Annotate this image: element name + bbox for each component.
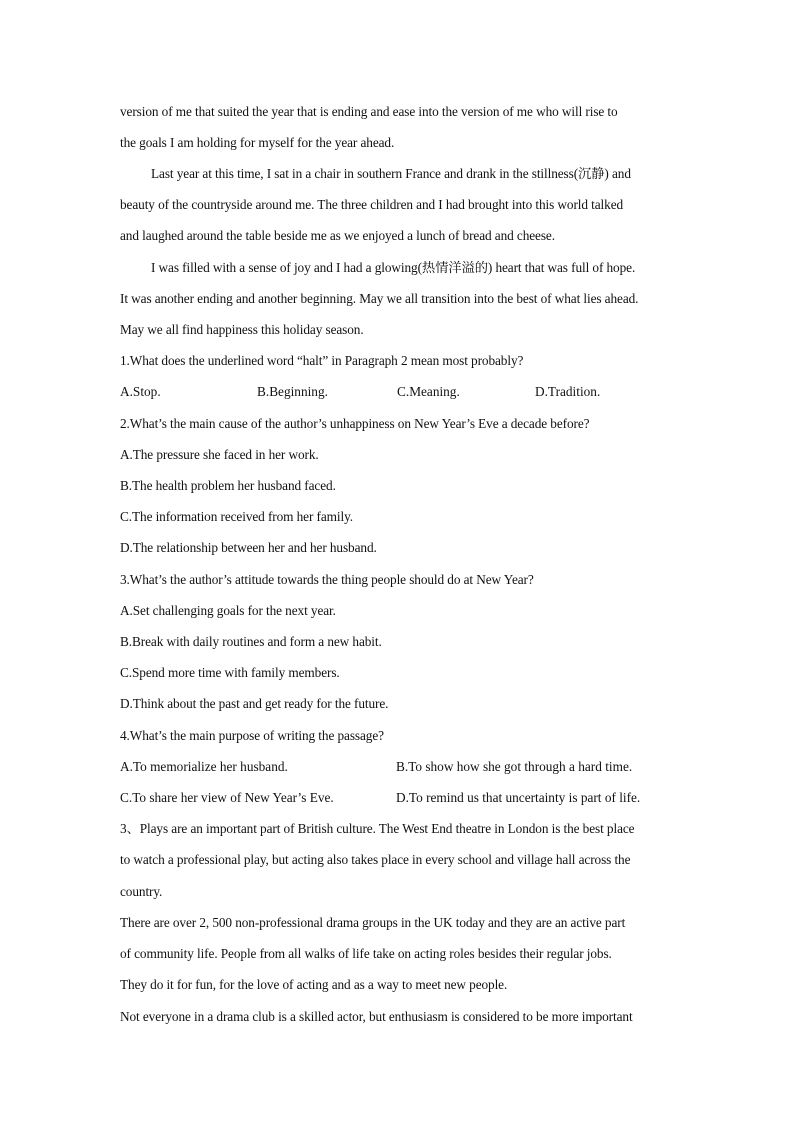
passage-line-6: I was filled with a sense of joy and I had a glowing(热情洋溢的) heart that was full of hope. xyxy=(151,260,636,275)
q2-option-c: C.The information received from her family. xyxy=(120,509,353,524)
section3-line-2: to watch a professional play, but acting also takes place in every school and village hall across the xyxy=(120,852,631,867)
q4-option-c: C.To share her view of New Year’s Eve. xyxy=(120,790,334,805)
q3-option-b: B.Break with daily routines and form a new habit. xyxy=(120,634,382,649)
question-3-stem: 3.What’s the author’s attitude towards the thing people should do at New Year? xyxy=(120,572,534,587)
question-1-stem: 1.What does the underlined word “halt” in Paragraph 2 mean most probably? xyxy=(120,353,524,368)
passage-line-8: May we all find happiness this holiday season. xyxy=(120,322,364,337)
section3-line-3: country. xyxy=(120,884,163,899)
q1-option-a: A.Stop. xyxy=(120,384,161,399)
passage-line-1: version of me that suited the year that is ending and ease into the version of me who will rise to xyxy=(120,104,618,119)
q3-option-d: D.Think about the past and get ready for the future. xyxy=(120,696,389,711)
question-2-stem: 2.What’s the main cause of the author’s unhappiness on New Year’s Eve a decade before? xyxy=(120,416,590,431)
q4-option-d: D.To remind us that uncertainty is part of life. xyxy=(396,790,641,805)
q1-option-d: D.Tradition. xyxy=(535,384,601,399)
q2-option-d: D.The relationship between her and her husband. xyxy=(120,540,377,555)
passage-line-2: the goals I am holding for myself for the year ahead. xyxy=(120,135,395,150)
section3-line-7: Not everyone in a drama club is a skilled actor, but enthusiasm is considered to be more important xyxy=(120,1009,633,1024)
passage-line-7: It was another ending and another beginning. May we all transition into the best of what lies ahead. xyxy=(120,291,639,306)
q1-option-c: C.Meaning. xyxy=(397,384,460,399)
section3-line-1: 3、Plays are an important part of British culture. The West End theatre in London is the best place xyxy=(120,821,635,836)
q3-option-c: C.Spend more time with family members. xyxy=(120,665,340,680)
section3-line-5: of community life. People from all walks of life take on acting roles besides their regular jobs. xyxy=(120,946,612,961)
q2-option-a: A.The pressure she faced in her work. xyxy=(120,447,319,462)
section3-line-4: There are over 2, 500 non-professional drama groups in the UK today and they are an active part xyxy=(120,915,626,930)
q1-option-b: B.Beginning. xyxy=(257,384,328,399)
section3-line-6: They do it for fun, for the love of acting and as a way to meet new people. xyxy=(120,977,508,992)
q3-option-a: A.Set challenging goals for the next year. xyxy=(120,603,336,618)
passage-line-5: and laughed around the table beside me as we enjoyed a lunch of bread and cheese. xyxy=(120,228,555,243)
passage-line-3: Last year at this time, I sat in a chair in southern France and drank in the stillness(沉静) and xyxy=(151,166,631,181)
q4-option-a: A.To memorialize her husband. xyxy=(120,759,288,774)
passage-line-4: beauty of the countryside around me. The three children and I had brought into this world talked xyxy=(120,197,624,212)
q2-option-b: B.The health problem her husband faced. xyxy=(120,478,336,493)
question-4-stem: 4.What’s the main purpose of writing the passage? xyxy=(120,728,384,743)
q4-option-b: B.To show how she got through a hard time. xyxy=(396,759,633,774)
